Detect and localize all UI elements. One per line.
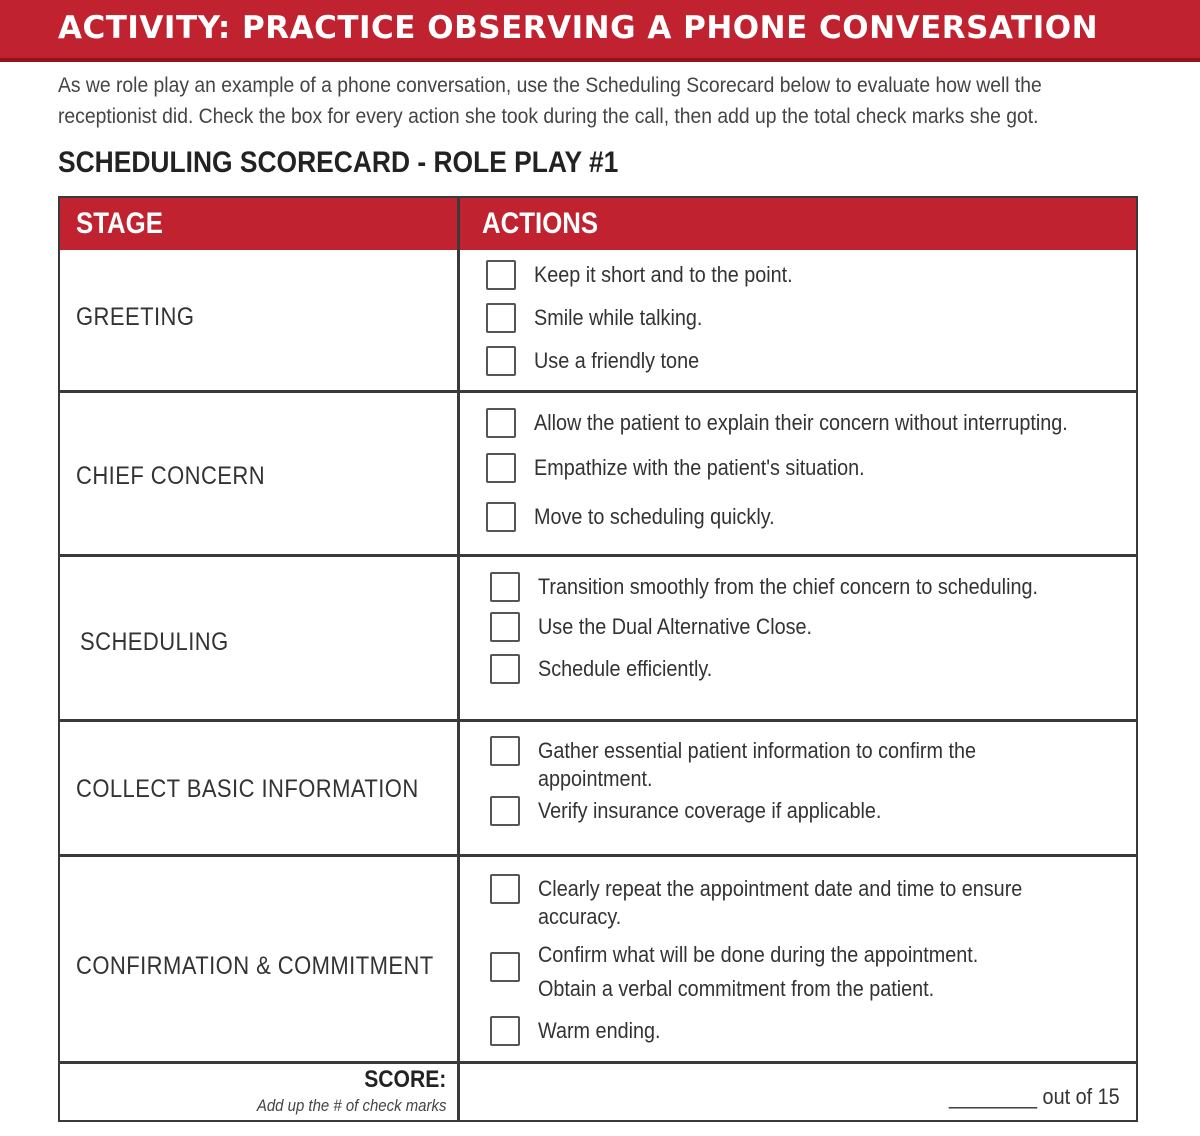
stage-greeting: GREETING [76, 303, 195, 331]
action-label: Gather essential patient information to confirm the appointment. [538, 738, 977, 791]
instructions-line-1: As we role play an example of a phone conversation, use the Scheduling Scorecard below to evaluate how well the [58, 74, 1042, 97]
actions-column-header: ACTIONS [482, 207, 599, 240]
action-label: Schedule efficiently. [538, 656, 713, 681]
table-header [60, 198, 1136, 250]
checkbox[interactable] [490, 572, 520, 602]
checkbox[interactable] [486, 502, 516, 532]
checkbox[interactable] [490, 612, 520, 642]
checkbox[interactable] [486, 408, 516, 438]
stage-collect-basic-information: COLLECT BASIC INFORMATION [76, 775, 419, 803]
action-label: Clearly repeat the appointment date and time to ensure accuracy. [538, 876, 1023, 929]
checkbox[interactable] [490, 796, 520, 826]
action-label: Allow the patient to explain their concern without interrupting. [534, 410, 1068, 435]
action-label: Obtain a verbal commitment from the patient. [538, 976, 935, 1001]
instructions [58, 70, 1079, 132]
scorecard-table [58, 196, 1138, 1122]
checkbox[interactable] [490, 736, 520, 766]
action-label: Keep it short and to the point. [534, 262, 793, 287]
action-label: Move to scheduling quickly. [534, 504, 775, 529]
action-label: Warm ending. [538, 1018, 661, 1043]
stage-scheduling: SCHEDULING [80, 628, 229, 656]
action-label: Use a friendly tone [534, 348, 700, 373]
activity-title: ACTIVITY: PRACTICE OBSERVING A PHONE CONVERSATION [58, 10, 1099, 46]
checkbox[interactable] [486, 346, 516, 376]
checkbox[interactable] [490, 1016, 520, 1046]
action-label: Transition smoothly from the chief concern to scheduling. [538, 574, 1039, 599]
checkbox[interactable] [486, 303, 516, 333]
action-label: Confirm what will be done during the appointment. [538, 942, 979, 967]
action-label: Smile while talking. [534, 305, 703, 330]
action-label: Use the Dual Alternative Close. [538, 614, 813, 639]
column-divider [457, 198, 460, 1120]
row-divider [60, 390, 1136, 393]
stage-confirmation-commitment: CONFIRMATION & COMMITMENT [76, 952, 434, 980]
stage-chief-concern: CHIEF CONCERN [76, 462, 266, 490]
score-blank: ________ out of 15 [949, 1084, 1120, 1109]
score-hint: Add up the # of check marks [256, 1096, 446, 1115]
checkbox[interactable] [490, 654, 520, 684]
score-label: SCORE: [363, 1066, 446, 1093]
row-divider [60, 854, 1136, 857]
checkbox[interactable] [486, 453, 516, 483]
scorecard-title: SCHEDULING SCORECARD - ROLE PLAY #1 [58, 146, 619, 179]
row-divider [60, 1061, 1136, 1064]
row-divider [60, 719, 1136, 722]
instructions-line-2: receptionist did. Check the box for every action she took during the call, then add up the total check marks she got. [58, 105, 1039, 128]
action-label: Verify insurance coverage if applicable. [538, 798, 882, 823]
row-divider [60, 554, 1136, 557]
action-label: Empathize with the patient's situation. [534, 455, 865, 480]
checkbox[interactable] [490, 874, 520, 904]
stage-column-header: STAGE [76, 207, 163, 240]
checkbox[interactable] [486, 260, 516, 290]
activity-banner [0, 0, 1200, 62]
checkbox[interactable] [490, 952, 520, 982]
